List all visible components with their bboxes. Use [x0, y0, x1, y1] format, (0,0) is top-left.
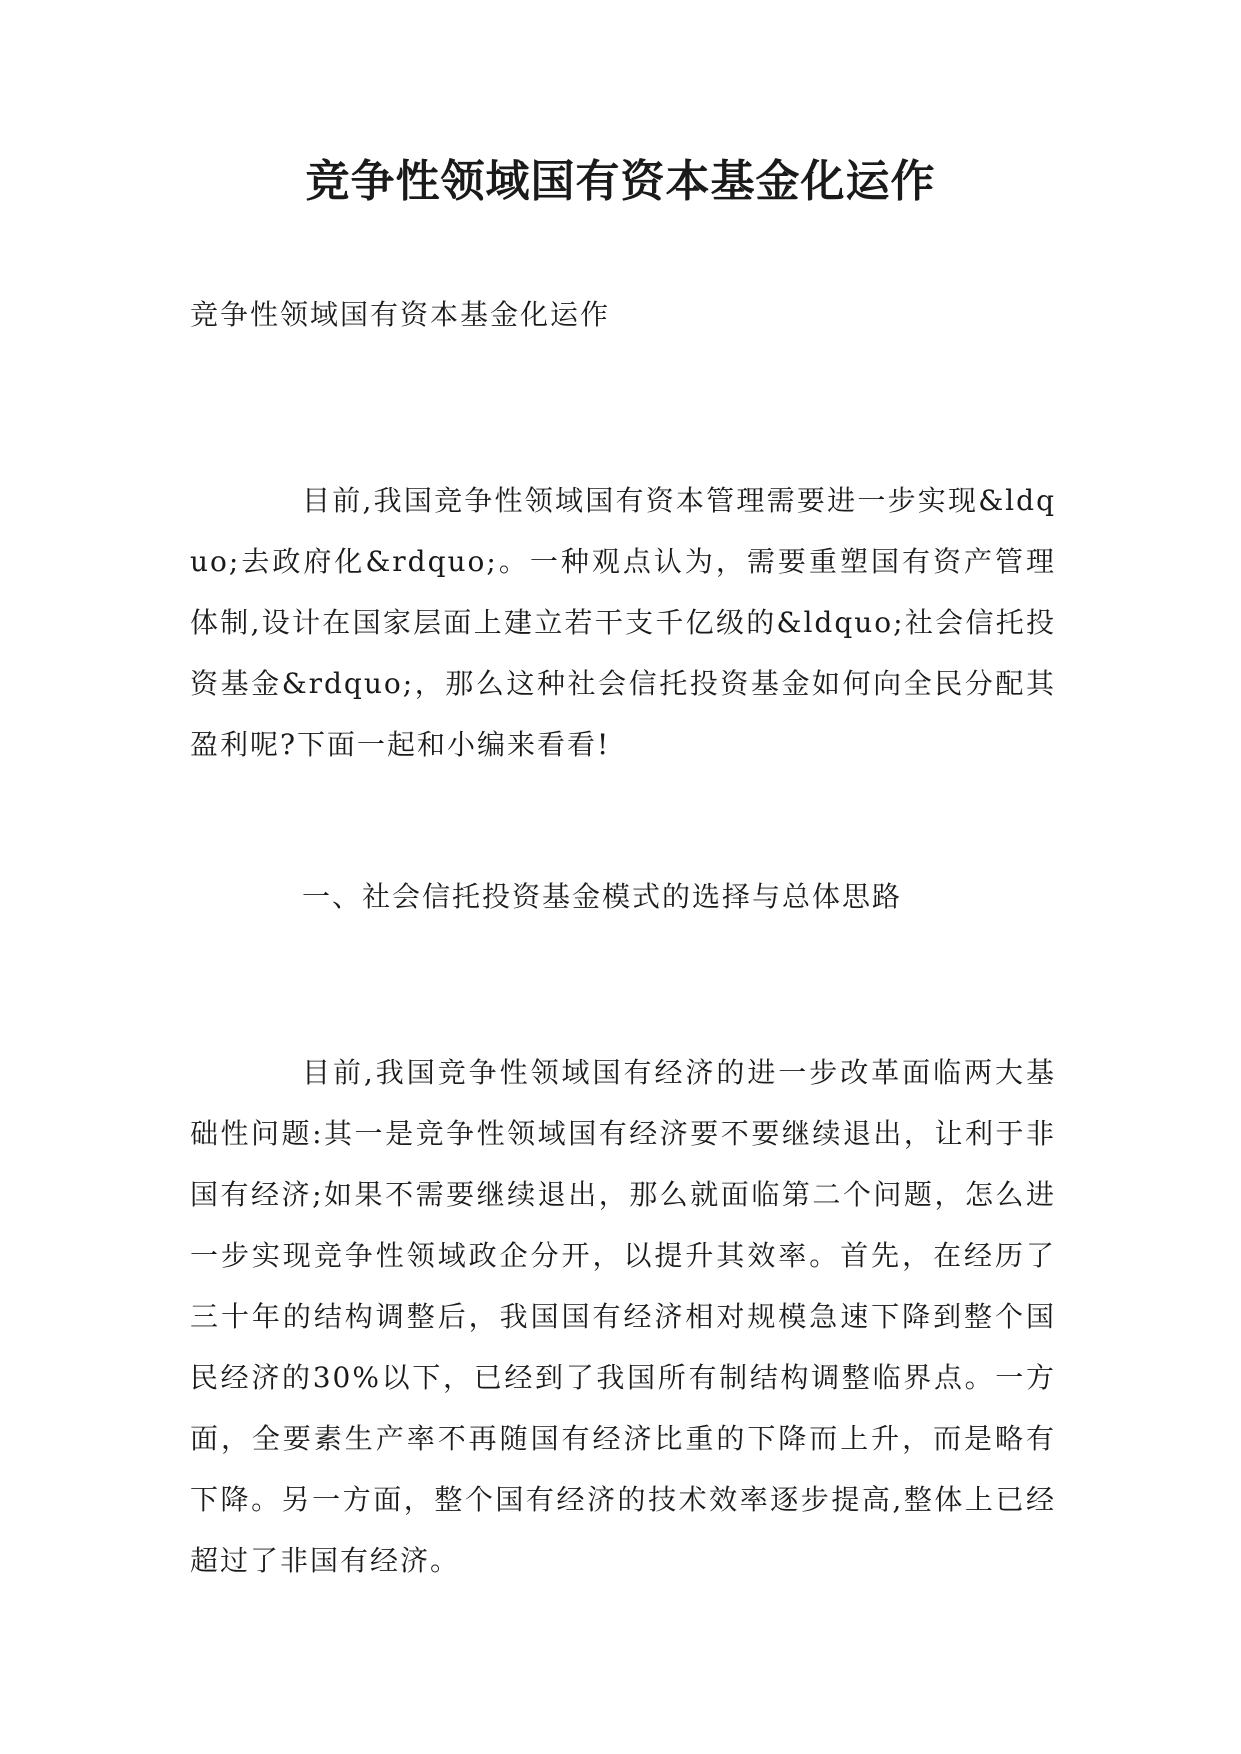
document-title: 竞争性领域国有资本基金化运作 [305, 156, 936, 207]
body-paragraph: 目前,我国竞争性领域国有经济的进一步改革面临两大基础性问题:其一是竞争性领域国有经济要不要继续退出，让利于非国有经济;如果不需要继续退出，那么就面临第二个问题，怎么进一步实现竞争性领域政企分开，以提升其效率。首先，在经历了三十年的结构调整后，我国国有经济相对规模急速下降到整个国民经济的30%以下，已经到了我国所有制结构调整临界点。一方面，全要素生产率不再随国有经济比重的下降而上升，而是略有下降。另一方面，整个国有经济的技术效率逐步提高,整体上已经超过了非国有经济。 [190, 1056, 1056, 1577]
section-heading: 一、社会信托投资基金模式的选择与总体思路 [302, 880, 903, 913]
intro-paragraph: 目前,我国竞争性领域国有资本管理需要进一步实现&ldquo;去政府化&rdquo;。一种观点认为，需要重塑国有资产管理体制,设计在国家层面上建立若干支千亿级的&ldquo;社会信托投资基金&rdquo;，那么这种社会信托投资基金如何向全民分配其盈利呢?下面一起和小编来看看! [190, 484, 1056, 761]
document-subtitle: 竞争性领域国有资本基金化运作 [190, 298, 611, 331]
